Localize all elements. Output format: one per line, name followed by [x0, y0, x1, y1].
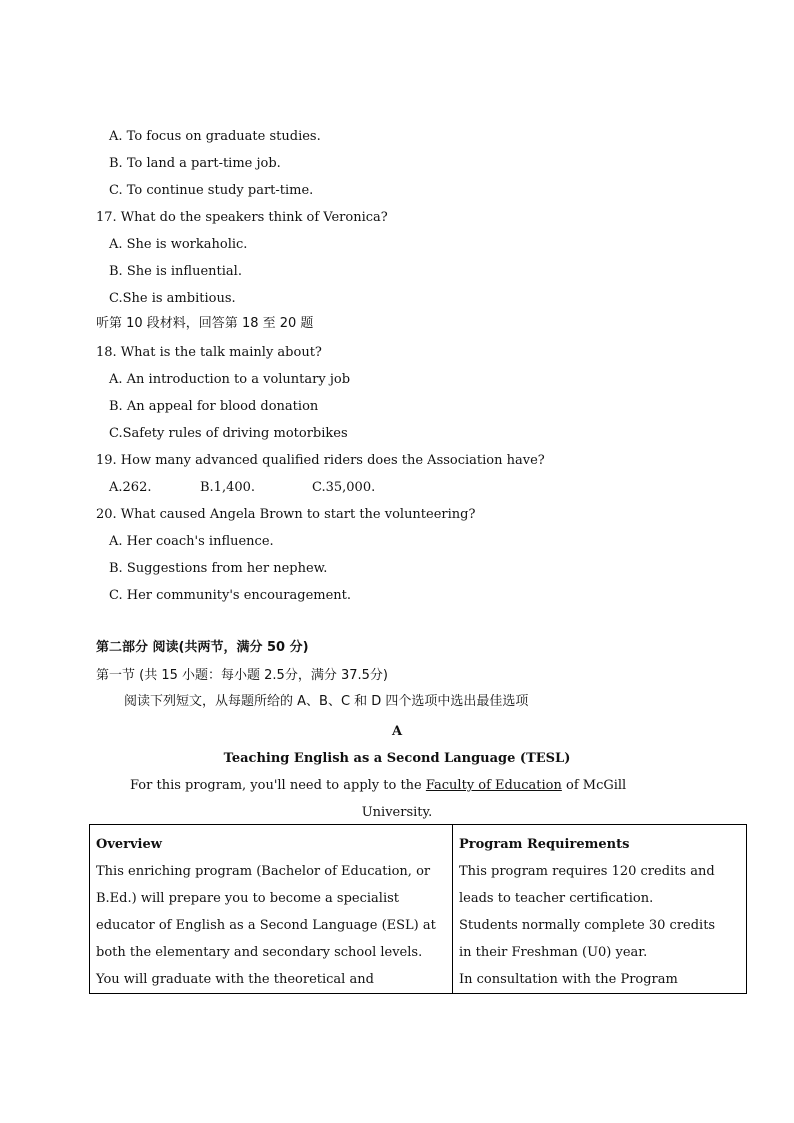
- part2-section1: 第一节 (共 15 小题：每小题 2.5分，满分 37.5分): [96, 668, 388, 683]
- q19-option-b: B.1,400.: [200, 480, 256, 495]
- q18-option-a: A. An introduction to a voluntary job: [109, 372, 351, 387]
- requirements-line: In consultation with the Program: [459, 972, 678, 987]
- q20-option-c: C. Her community's encouragement.: [109, 588, 352, 603]
- q17-option-c: C.She is ambitious.: [109, 291, 236, 306]
- q18-question: 18. What is the talk mainly about?: [96, 345, 322, 360]
- q17-option-b: B. She is influential.: [109, 264, 242, 279]
- overview-line: This enriching program (Bachelor of Education, or: [96, 864, 431, 879]
- overview-header: Overview: [96, 837, 162, 852]
- q20-option-a: A. Her coach's influence.: [109, 534, 274, 549]
- overview-line: You will graduate with the theoretical and: [96, 972, 374, 987]
- requirements-cell: [453, 825, 747, 994]
- requirements-header: Program Requirements: [459, 837, 630, 852]
- q19-question: 19. How many advanced qualified riders does the Association have?: [96, 453, 545, 468]
- passage-letter: A: [391, 724, 403, 739]
- passage-title: Teaching English as a Second Language (TESL): [223, 751, 571, 766]
- q18-option-c: C.Safety rules of driving motorbikes: [109, 426, 348, 441]
- intro-text-after: of McGill: [561, 778, 627, 793]
- passage-intro: [130, 778, 626, 794]
- q17-question: 17. What do the speakers think of Veronica?: [96, 210, 388, 225]
- overview-line: educator of English as a Second Language (ESL) at: [96, 918, 436, 933]
- q20-question: 20. What caused Angela Brown to start the volunteering?: [96, 507, 476, 522]
- overview-cell: [90, 825, 453, 994]
- q16-option-b: B. To land a part-time job.: [109, 156, 281, 171]
- overview-line: both the elementary and secondary school levels.: [96, 945, 423, 960]
- q19-option-a: A.262.: [109, 480, 152, 495]
- faculty-link[interactable]: Faculty of Education: [425, 778, 562, 793]
- overview-line: B.Ed.) will prepare you to become a specialist: [96, 891, 400, 906]
- q16-option-a: A. To focus on graduate studies.: [109, 129, 321, 144]
- requirements-line: in their Freshman (U0) year.: [459, 945, 648, 960]
- q16-option-c: C. To continue study part-time.: [109, 183, 314, 198]
- part2-instruction: 阅读下列短文，从每题所给的 A、B、C 和 D 四个选项中选出最佳选项: [124, 694, 529, 709]
- program-table: [89, 824, 747, 994]
- q19-option-c: C.35,000.: [312, 480, 376, 495]
- q20-option-b: B. Suggestions from her nephew.: [109, 561, 328, 576]
- part2-title: 第二部分 阅读(共两节，满分 50 分): [96, 640, 309, 655]
- q17-option-a: A. She is workaholic.: [109, 237, 248, 252]
- q18-option-b: B. An appeal for blood donation: [109, 399, 319, 414]
- section10-heading: 听第 10 段材料，回答第 18 至 20 题: [96, 316, 314, 331]
- requirements-line: leads to teacher certification.: [459, 891, 654, 906]
- requirements-line: Students normally complete 30 credits: [459, 918, 716, 933]
- passage-intro-line2: University.: [361, 805, 433, 820]
- intro-text-before: For this program, you'll need to apply to the: [130, 778, 426, 793]
- requirements-line: This program requires 120 credits and: [459, 864, 715, 879]
